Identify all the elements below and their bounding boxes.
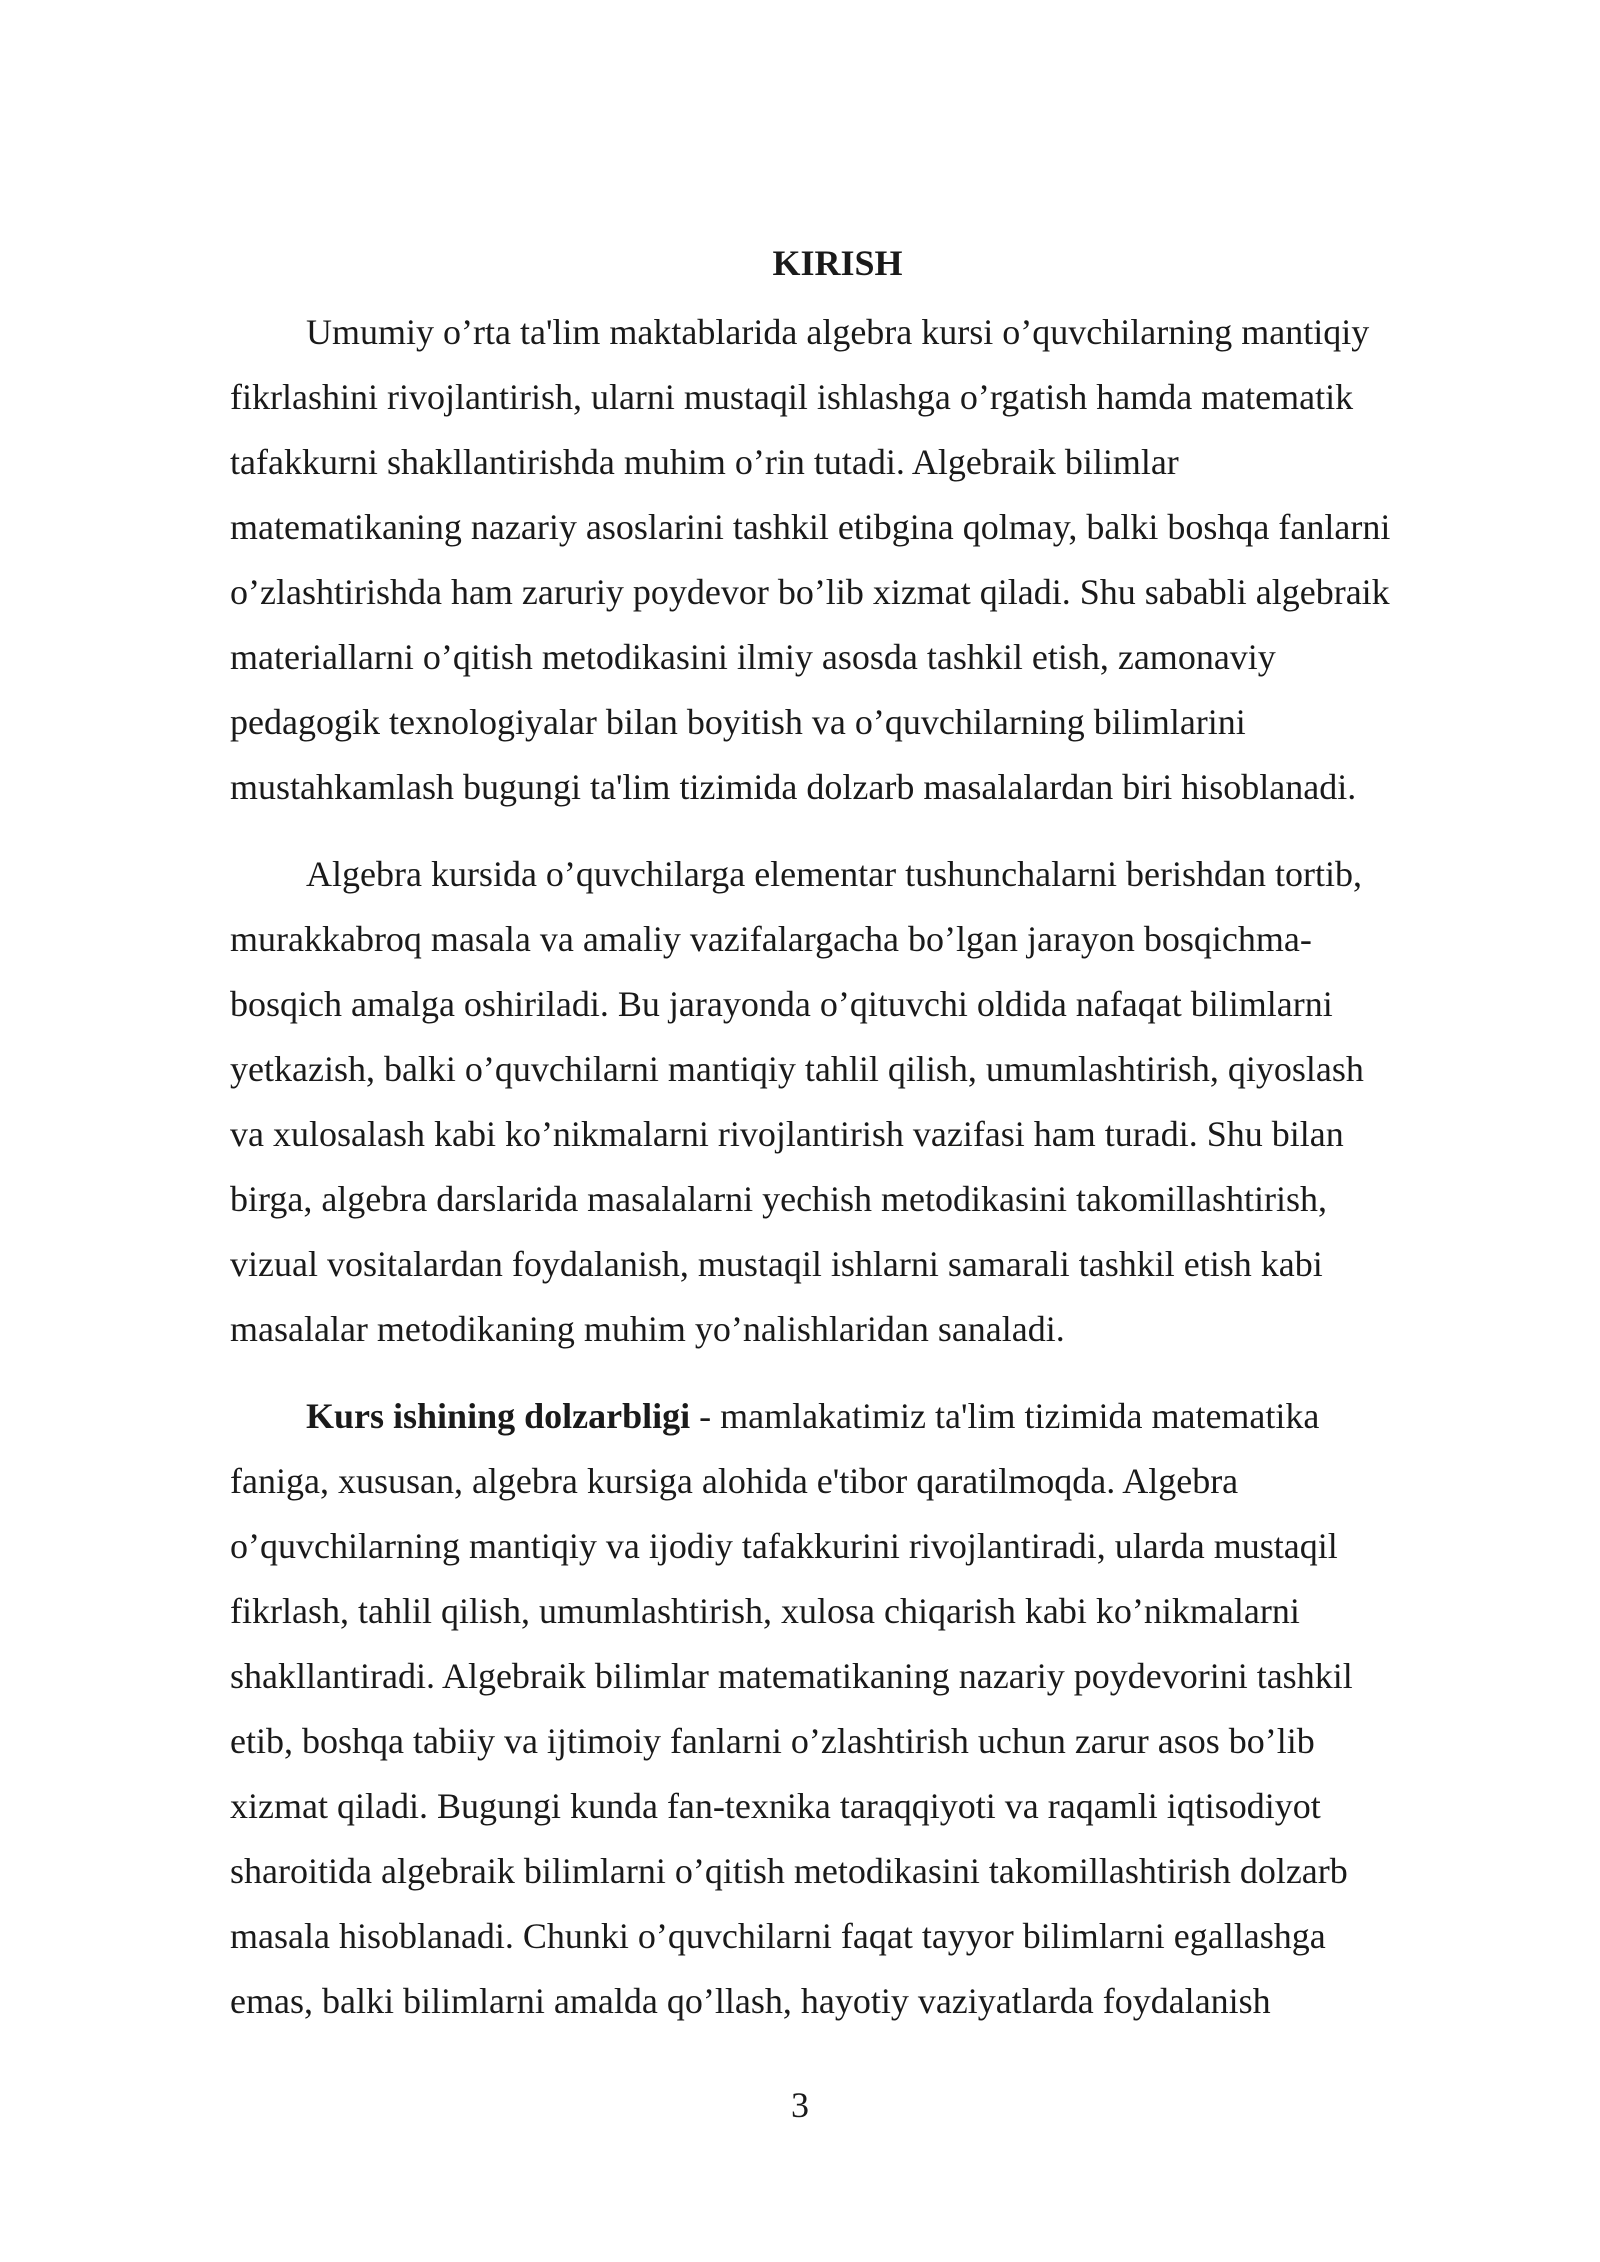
page-number: 3 <box>791 2085 809 2125</box>
paragraph-line: sharoitida algebraik bilimlarni o’qitish metodikasini takomillashtirish dolzarb <box>230 1851 1348 1891</box>
paragraph-line: birga, algebra darslarida masalalarni yechish metodikasini takomillashtirish, <box>230 1179 1328 1219</box>
paragraph-line: yetkazish, balki o’quvchilarni mantiqiy tahlil qilish, umumlashtirish, qiyoslash <box>230 1049 1364 1089</box>
paragraph-line: o’quvchilarning mantiqiy va ijodiy tafakkurini rivojlantiradi, ularda mustaqil <box>230 1526 1338 1566</box>
paragraph-intro <box>230 300 1445 820</box>
paragraph-line: vizual vositalardan foydalanish, mustaqil ishlarni samarali tashkil etish kabi <box>230 1244 1323 1284</box>
paragraph-line: masala hisoblanadi. Chunki o’quvchilarni faqat tayyor bilimlarni egallashga <box>230 1916 1326 1956</box>
paragraph-relevance <box>230 1384 1445 2034</box>
paragraph-first-line <box>230 1384 1445 1449</box>
paragraph-line: etib, boshqa tabiiy va ijtimoiy fanlarni o’zlashtirish uchun zarur asos bo’lib <box>230 1721 1315 1761</box>
paragraph-line: matematikaning nazariy asoslarini tashkil etibgina qolmay, balki boshqa fanlarni <box>230 507 1391 547</box>
paragraph-line: masalalar metodikaning muhim yo’nalishlaridan sanaladi. <box>230 1309 1065 1349</box>
paragraph-line: faniga, xususan, algebra kursiga alohida e'tibor qaratilmoqda. Algebra <box>230 1461 1239 1501</box>
paragraph-line: murakkabroq masala va amaliy vazifalargacha bo’lgan jarayon bosqichma- <box>230 919 1312 959</box>
paragraph-line: mustahkamlash bugungi ta'lim tizimida dolzarb masalalardan biri hisoblanadi. <box>230 767 1357 807</box>
paragraph-line: fikrlashini rivojlantirish, ularni mustaqil ishlashga o’rgatish hamda matematik <box>230 377 1354 417</box>
paragraph-line: va xulosalash kabi ko’nikmalarni rivojlantirish vazifasi ham turadi. Shu bilan <box>230 1114 1344 1154</box>
paragraph-line: bosqich amalga oshiriladi. Bu jarayonda o’qituvchi oldida nafaqat bilimlarni <box>230 984 1333 1024</box>
paragraph-line: Umumiy o’rta ta'lim maktablarida algebra kursi o’quvchilarning mantiqiy <box>306 312 1370 352</box>
paragraph-line: materiallarni o’qitish metodikasini ilmiy asosda tashkil etish, zamonaviy <box>230 637 1276 677</box>
paragraph-algebra-course <box>230 842 1445 1362</box>
paragraph-line: xizmat qiladi. Bugungi kunda fan-texnika taraqqiyoti va raqamli iqtisodiyot <box>230 1786 1321 1826</box>
paragraph-line: Algebra kursida o’quvchilarga elementar tushunchalarni berishdan tortib, <box>306 854 1362 894</box>
section-heading: KIRISH <box>772 243 903 283</box>
relevance-lead-text: - mamlakatimiz ta'lim tizimida matematika <box>690 1396 1320 1436</box>
paragraph-line: fikrlash, tahlil qilish, umumlashtirish, xulosa chiqarish kabi ko’nikmalarni <box>230 1591 1300 1631</box>
relevance-lead-term: Kurs ishining dolzarbligi <box>306 1396 691 1436</box>
paragraph-line: shakllantiradi. Algebraik bilimlar matematikaning nazariy poydevorini tashkil <box>230 1656 1353 1696</box>
page-body <box>230 238 1445 2056</box>
paragraph-line: tafakkurni shakllantirishda muhim o’rin tutadi. Algebraik bilimlar <box>230 442 1179 482</box>
paragraph-line: emas, balki bilimlarni amalda qo’llash, hayotiy vaziyatlarda foydalanish <box>230 1981 1271 2021</box>
paragraph-line: pedagogik texnologiyalar bilan boyitish va o’quvchilarning bilimlarini <box>230 702 1246 742</box>
paragraph-line: o’zlashtirishda ham zaruriy poydevor bo’lib xizmat qiladi. Shu sababli algebraik <box>230 572 1390 612</box>
